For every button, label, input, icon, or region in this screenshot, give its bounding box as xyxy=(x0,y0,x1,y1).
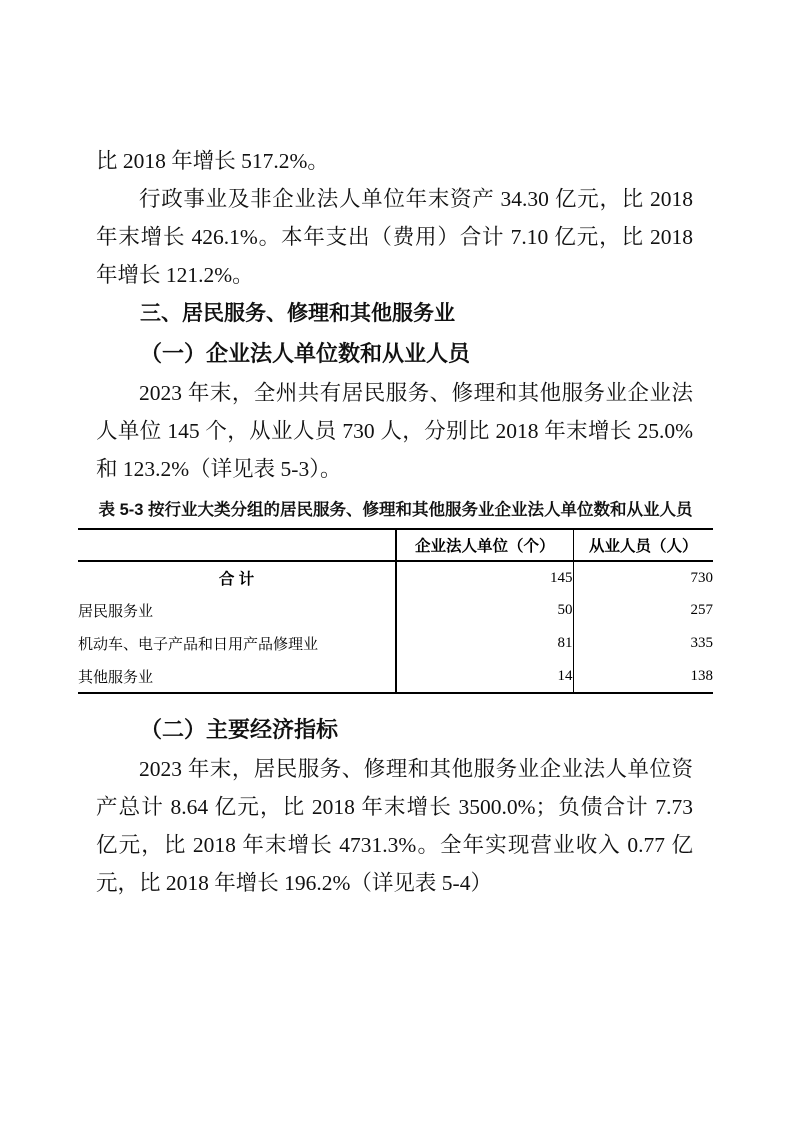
cell-legal-units: 145 xyxy=(396,561,573,594)
cell-category: 居民服务业 xyxy=(78,604,154,620)
table-body xyxy=(78,561,713,693)
cell-legal-units: 50 xyxy=(396,594,573,627)
cell-category: 合 计 xyxy=(218,571,255,588)
table-5-3 xyxy=(78,528,713,694)
table-header xyxy=(78,529,713,561)
table-row-resident-services xyxy=(78,594,713,627)
table-5-3-title: 表 5-3 按行业大类分组的居民服务、修理和其他服务业企业法人单位数和从业人员 xyxy=(98,501,693,519)
cell-employees: 730 xyxy=(573,561,713,594)
cell-legal-units: 14 xyxy=(396,660,573,693)
header-cell-legal-units: 企业法人单位（个） xyxy=(396,529,573,561)
admin-assets-paragraph: 行政事业及非企业法人单位年末资产 34.30 亿元，比 2018 年末增长 426.1%。本年支出（费用）合计 7.10 亿元，比 2018 年增长 121.2%。 xyxy=(96,187,693,287)
table-row-repair-services xyxy=(78,627,713,660)
header-cell-employees: 从业人员（人） xyxy=(573,529,713,561)
cell-legal-units: 81 xyxy=(396,627,573,660)
header-cell-category xyxy=(78,529,396,561)
cell-category: 其他服务业 xyxy=(78,660,396,693)
subsection-heading-legal-units: （一）企业法人单位数和从业人员 xyxy=(140,341,471,367)
table-header-row xyxy=(78,529,713,561)
table-5-3-block xyxy=(78,500,713,694)
section-heading-services: 三、居民服务、修理和其他服务业 xyxy=(140,302,455,325)
subsection-heading-economic-indicators: （二）主要经济指标 xyxy=(140,717,339,743)
cell-category: 机动车、电子产品和日用产品修理业 xyxy=(78,637,319,653)
table-row-total xyxy=(78,561,713,594)
legal-units-paragraph: 2023 年末，全州共有居民服务、修理和其他服务业企业法人单位 145 个，从业人员 730 人，分别比 2018 年末增长 25.0% 和 123.2%（详见表 5-3）。 xyxy=(96,381,693,481)
economic-indicators-paragraph: 2023 年末，居民服务、修理和其他服务业企业法人单位资产总计 8.64 亿元，比 2018 年末增长 3500.0%；负债合计 7.73 亿元，比 2018 年末增长 4731.3%。全年实现营业收入 0.77 亿元，比 2018 年增长 196.2%（详见表 5-4） xyxy=(96,757,693,895)
carryover-paragraph-line: 比 2018 年增长 517.2%。 xyxy=(96,149,329,173)
cell-employees: 335 xyxy=(573,627,713,660)
cell-employees: 257 xyxy=(573,594,713,627)
table-row-other-services xyxy=(78,660,713,693)
cell-employees: 138 xyxy=(573,660,713,693)
